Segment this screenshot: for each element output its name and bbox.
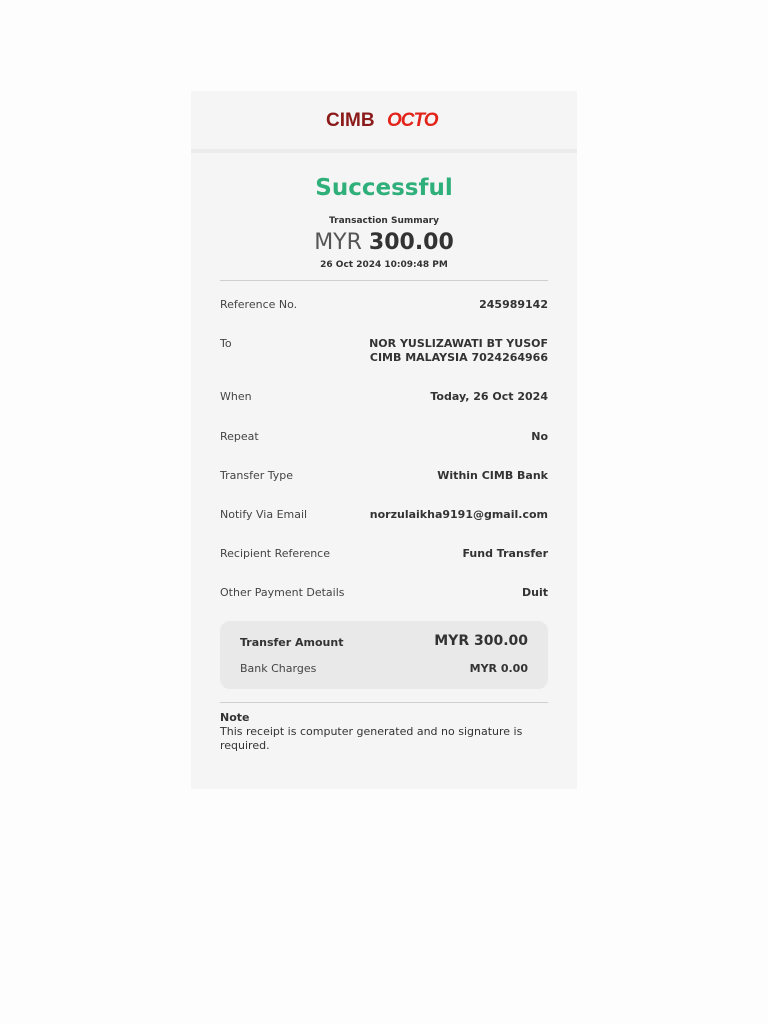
detail-row-reference [220, 298, 548, 312]
detail-value: Within CIMB Bank [437, 469, 548, 482]
transaction-receipt [191, 91, 577, 789]
cimb-octo-logo [324, 108, 444, 132]
summary-amount [191, 229, 577, 257]
summary-label: Transaction Summary [329, 216, 439, 226]
detail-label: Transfer Type [220, 469, 293, 482]
detail-value: No [531, 430, 548, 443]
transfer-amount-value: MYR 300.00 [434, 633, 528, 649]
detail-label: Notify Via Email [220, 508, 308, 521]
note-text: This receipt is computer generated and no signature is required. [220, 725, 523, 752]
recipient-name: NOR YUSLIZAWATI BT YUSOF [369, 337, 548, 350]
detail-value: Duit [522, 586, 548, 599]
divider [220, 280, 548, 281]
detail-row-recipient-reference [220, 547, 548, 561]
brand-name-right: OCTO [387, 110, 438, 131]
note-title: Note [220, 711, 250, 724]
detail-value: Today, 26 Oct 2024 [430, 390, 548, 403]
detail-value: Fund Transfer [462, 547, 548, 560]
transaction-datetime: 26 Oct 2024 10:09:48 PM [320, 260, 448, 270]
bank-charges-value: MYR 0.00 [469, 662, 528, 675]
detail-row-transfer-type [220, 469, 548, 483]
detail-label: When [220, 390, 252, 403]
bank-charges-label: Bank Charges [240, 662, 317, 675]
detail-value [369, 337, 548, 365]
details-list [220, 298, 548, 600]
detail-row-other-payment [220, 586, 548, 600]
brand-name-left: CIMB [326, 110, 375, 131]
divider [220, 702, 548, 703]
transfer-amount-label: Transfer Amount [240, 636, 344, 649]
detail-label: Reference No. [220, 298, 298, 311]
detail-row-notify-email [220, 508, 548, 522]
detail-label: Recipient Reference [220, 547, 330, 560]
receipt-note [220, 711, 548, 753]
detail-value: norzulaikha9191@gmail.com [369, 508, 548, 521]
detail-row-when [220, 390, 548, 404]
status-title: Successful [315, 175, 453, 201]
detail-label: To [220, 337, 232, 350]
detail-label: Other Payment Details [220, 586, 345, 599]
detail-row-repeat [220, 430, 548, 444]
detail-label: Repeat [220, 430, 259, 443]
logo-bar [191, 91, 577, 153]
summary-currency: MYR [314, 230, 362, 255]
totals-card [220, 621, 548, 689]
detail-value: 245989142 [479, 298, 548, 311]
recipient-account: CIMB MALAYSIA 7024264966 [369, 351, 548, 364]
detail-row-to [220, 337, 548, 365]
summary-amount-value: 300.00 [368, 230, 454, 255]
